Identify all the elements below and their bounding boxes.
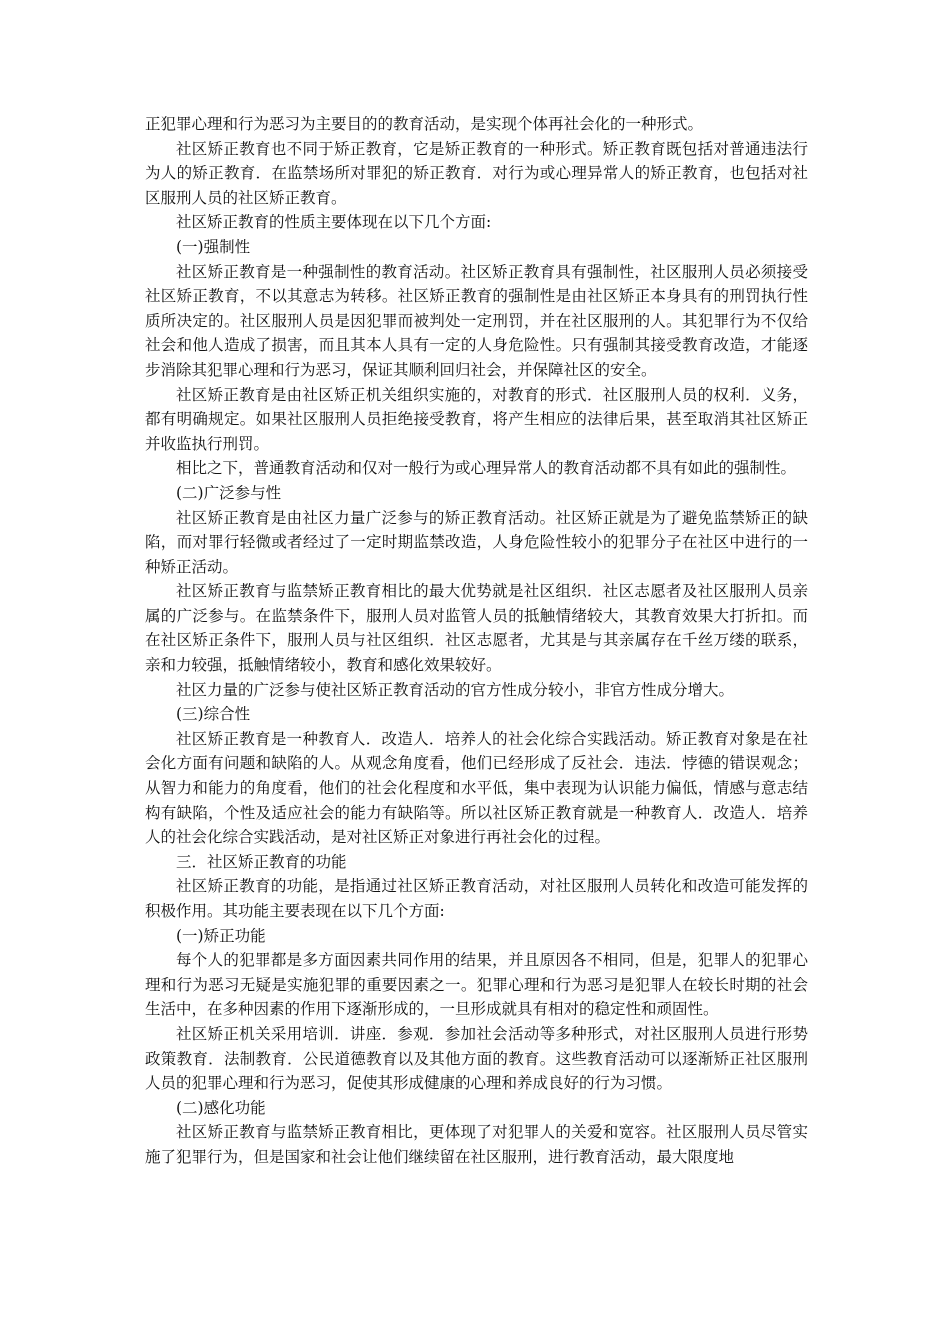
- body-paragraph: 每个人的犯罪都是多方面因素共同作用的结果，并且原因各不相同，但是，犯罪人的犯罪心理和行为恶习无疑是实施犯罪的重要因素之一。犯罪心理和行为恶习是犯罪人在较长时期的社会生活中，在多种因素的作用下逐渐形成的，一旦形成就具有相对的稳定性和顽固性。: [145, 951, 808, 1019]
- body-paragraph: 社区矫正教育是由社区力量广泛参与的矫正教育活动。社区矫正就是为了避免监禁矫正的缺陷，而对罪行轻微或者经过了一定时期监禁改造，人身危险性较小的犯罪分子在社区中进行的一种矫正活动。: [145, 508, 808, 576]
- document-body: [145, 112, 808, 1170]
- body-paragraph: (二)感化功能: [176, 1098, 266, 1117]
- body-paragraph: (一)强制性: [176, 237, 251, 256]
- body-paragraph: (一)矫正功能: [176, 926, 266, 945]
- body-paragraph: 社区矫正教育与监禁矫正教育相比，更体现了对犯罪人的关爱和宽容。社区服刑人员尽管实施了犯罪行为，但是国家和社会让他们继续留在社区服刑，进行教育活动，最大限度地: [145, 1123, 808, 1166]
- body-paragraph: 社区矫正教育是由社区矫正机关组织实施的，对教育的形式．社区服刑人员的权利．义务，都有明确规定。如果社区服刑人员拒绝接受教育，将产生相应的法律后果，甚至取消其社区矫正并收监执行刑罚。: [145, 385, 808, 453]
- body-paragraph: 正犯罪心理和行为恶习为主要目的的教育活动，是实现个体再社会化的一种形式。: [145, 115, 704, 133]
- body-paragraph: 社区力量的广泛参与使社区矫正教育活动的官方性成分较小，非官方性成分增大。: [176, 680, 735, 699]
- body-paragraph: 社区矫正教育也不同于矫正教育，它是矫正教育的一种形式。矫正教育既包括对普通违法行为人的矫正教育．在监禁场所对罪犯的矫正教育．对行为或心理异常人的矫正教育，也包括对社区服刑人员的社区矫正教育。: [145, 139, 808, 207]
- body-paragraph: (二)广泛参与性: [176, 483, 282, 502]
- body-paragraph: 社区矫正教育是一种教育人．改造人．培养人的社会化综合实践活动。矫正教育对象是在社会化方面有问题和缺陷的人。从观念角度看，他们已经形成了反社会．违法．悖德的错误观念；从智力和能力的角度看，他们的社会化程度和水平低，集中表现为认识能力偏低，情感与意志结构有缺陷，个性及适应社会的能力有缺陷等。所以社区矫正教育就是一种教育人．改造人．培养人的社会化综合实践活动，是对社区矫正对象进行再社会化的过程。: [145, 729, 808, 847]
- body-paragraph: 社区矫正机关采用培训．讲座．参观．参加社会活动等多种形式，对社区服刑人员进行形势政策教育．法制教育．公民道德教育以及其他方面的教育。这些教育活动可以逐渐矫正社区服刑人员的犯罪心理和行为恶习，促使其形成健康的心理和养成良好的行为习惯。: [145, 1024, 808, 1093]
- body-paragraph: 社区矫正教育是一种强制性的教育活动。社区矫正教育具有强制性，社区服刑人员必须接受社区矫正教育，不以其意志为转移。社区矫正教育的强制性是由社区矫正本身具有的刑罚执行性质所决定的。社区服刑人员是因犯罪而被判处一定刑罚，并在社区服刑的人。其犯罪行为不仅给社会和他人造成了损害，而且其本人具有一定的人身危险性。只有强制其接受教育改造，才能逐步消除其犯罪心理和行为恶习，保证其顺利回归社会，并保障社区的安全。: [145, 262, 808, 379]
- body-paragraph: 三．社区矫正教育的功能: [176, 852, 347, 871]
- body-paragraph: 相比之下，普通教育活动和仅对一般行为或心理异常人的教育活动都不具有如此的强制性。: [176, 459, 797, 478]
- body-paragraph: 社区矫正教育与监禁矫正教育相比的最大优势就是社区组织．社区志愿者及社区服刑人员亲属的广泛参与。在监禁条件下，服刑人员对监管人员的抵触情绪较大，其教育效果大打折扣。而在社区矫正条件下，服刑人员与社区组织．社区志愿者，尤其是与其亲属存在千丝万缕的联系，亲和力较强，抵触情绪较小，教育和感化效果较好。: [145, 582, 808, 675]
- body-paragraph: 社区矫正教育的性质主要体现在以下几个方面:: [176, 213, 492, 232]
- body-paragraph: 社区矫正教育的功能，是指通过社区矫正教育活动，对社区服刑人员转化和改造可能发挥的积极作用。其功能主要表现在以下几个方面:: [145, 877, 808, 920]
- body-paragraph: (三)综合性: [176, 705, 251, 724]
